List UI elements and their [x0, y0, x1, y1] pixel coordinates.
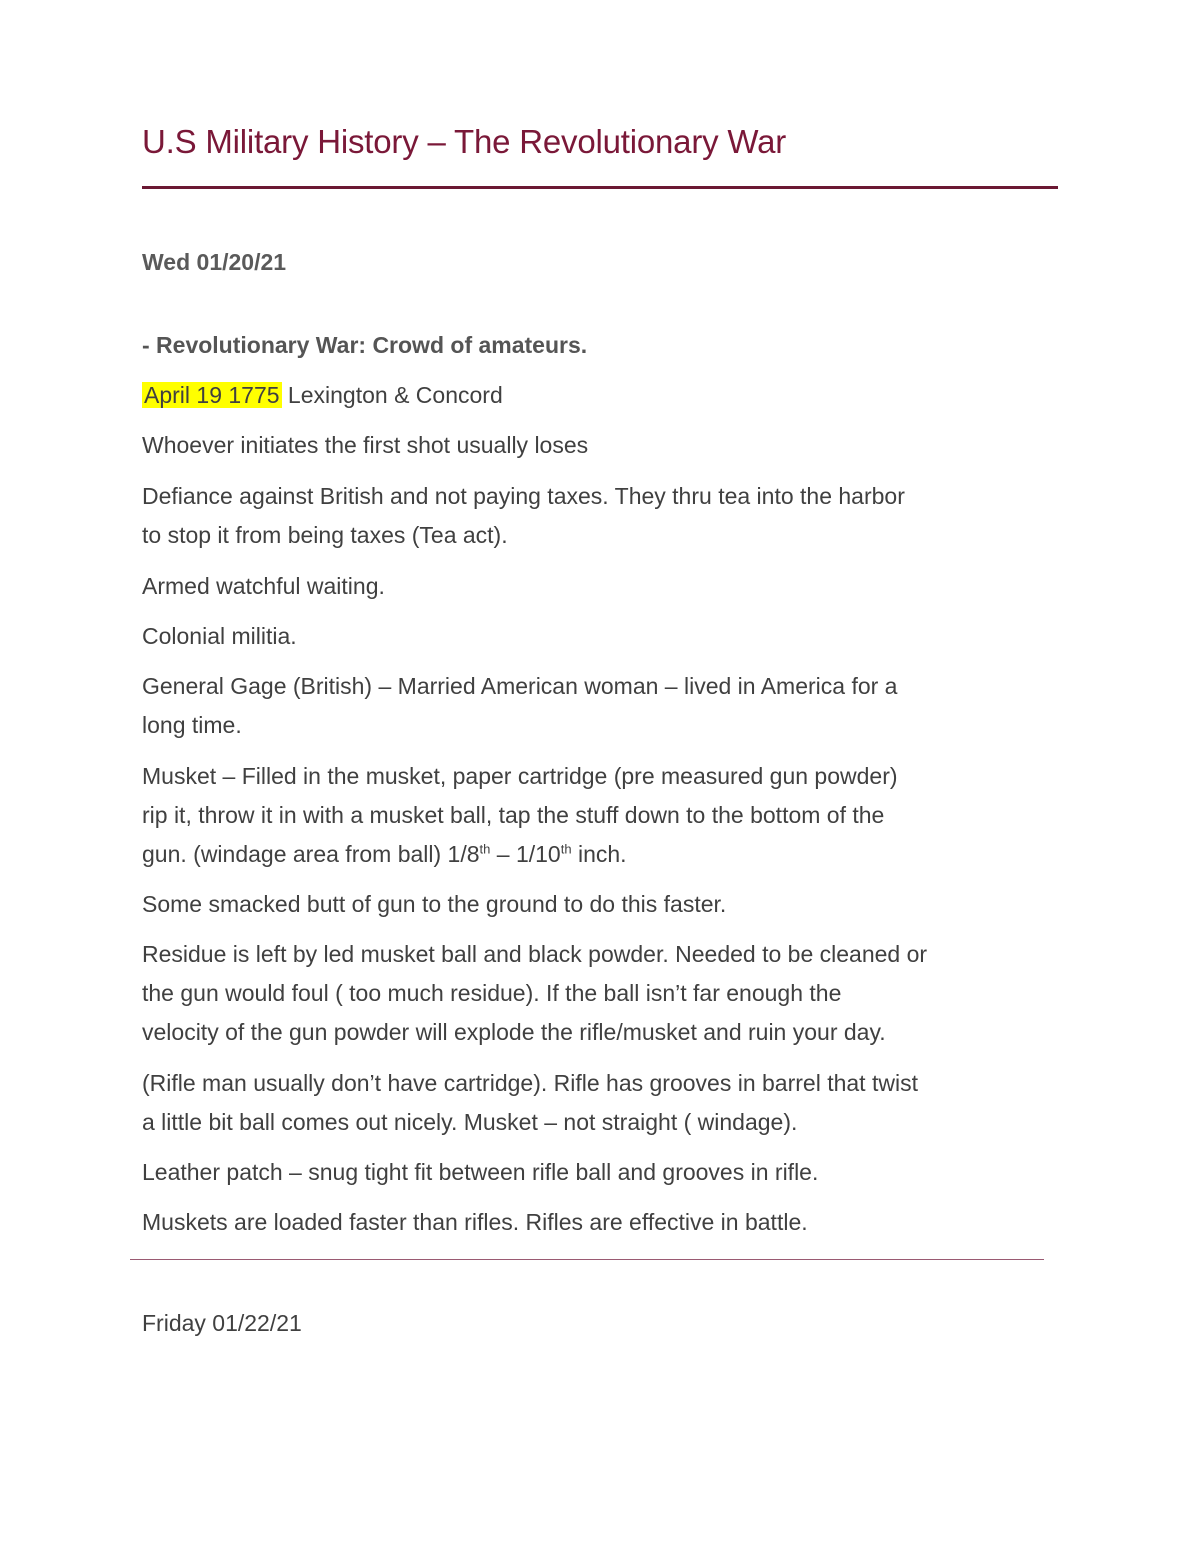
note-line: Colonial militia.	[142, 623, 297, 649]
note-line: rip it, throw it in with a musket ball, tap the stuff down to the bottom of the	[142, 802, 885, 828]
note-line: long time.	[142, 712, 242, 738]
note-line: Musket – Filled in the musket, paper cartridge (pre measured gun powder)	[142, 763, 898, 789]
note-line: Residue is left by led musket ball and black powder. Needed to be cleaned or	[142, 941, 928, 967]
note-line-musket-measure	[142, 835, 627, 873]
note-line: Whoever initiates the first shot usually loses	[142, 432, 589, 458]
text-fragment: gun. (windage area from ball) 1/8	[142, 841, 480, 867]
note-line: General Gage (British) – Married American woman – lived in America for a	[142, 673, 898, 699]
document-title: U.S Military History – The Revolutionary War	[142, 123, 787, 160]
event-name: Lexington & Concord	[281, 382, 503, 408]
section-divider	[130, 1259, 1044, 1260]
superscript: th	[479, 841, 491, 857]
note-line: Muskets are loaded faster than rifles. Rifles are effective in battle.	[142, 1209, 808, 1235]
note-line: velocity of the gun powder will explode the rifle/musket and ruin your day.	[142, 1019, 886, 1045]
section-date-friday: Friday 01/22/21	[142, 1310, 302, 1336]
section-date-wed: Wed 01/20/21	[142, 249, 287, 275]
superscript: th	[560, 841, 572, 857]
text-fragment: – 1/10	[490, 841, 561, 867]
note-line-lexington	[142, 376, 503, 414]
note-line: to stop it from being taxes (Tea act).	[142, 522, 508, 548]
note-line: Leather patch – snug tight fit between rifle ball and grooves in rifle.	[142, 1159, 819, 1185]
note-line: Armed watchful waiting.	[142, 573, 385, 599]
section-heading-line: - Revolutionary War: Crowd of amateurs.	[142, 332, 588, 358]
note-line: a little bit ball comes out nicely. Musket – not straight ( windage).	[142, 1109, 798, 1135]
note-line: Defiance against British and not paying taxes. They thru tea into the harbor	[142, 483, 905, 509]
title-underline	[142, 186, 1058, 189]
note-line: (Rifle man usually don’t have cartridge). Rifle has grooves in barrel that twist	[142, 1070, 918, 1096]
text-fragment: inch.	[571, 841, 627, 867]
highlighted-date: April 19 1775	[144, 382, 280, 408]
note-line: Some smacked butt of gun to the ground to do this faster.	[142, 891, 727, 917]
note-line: the gun would foul ( too much residue). If the ball isn’t far enough the	[142, 980, 842, 1006]
